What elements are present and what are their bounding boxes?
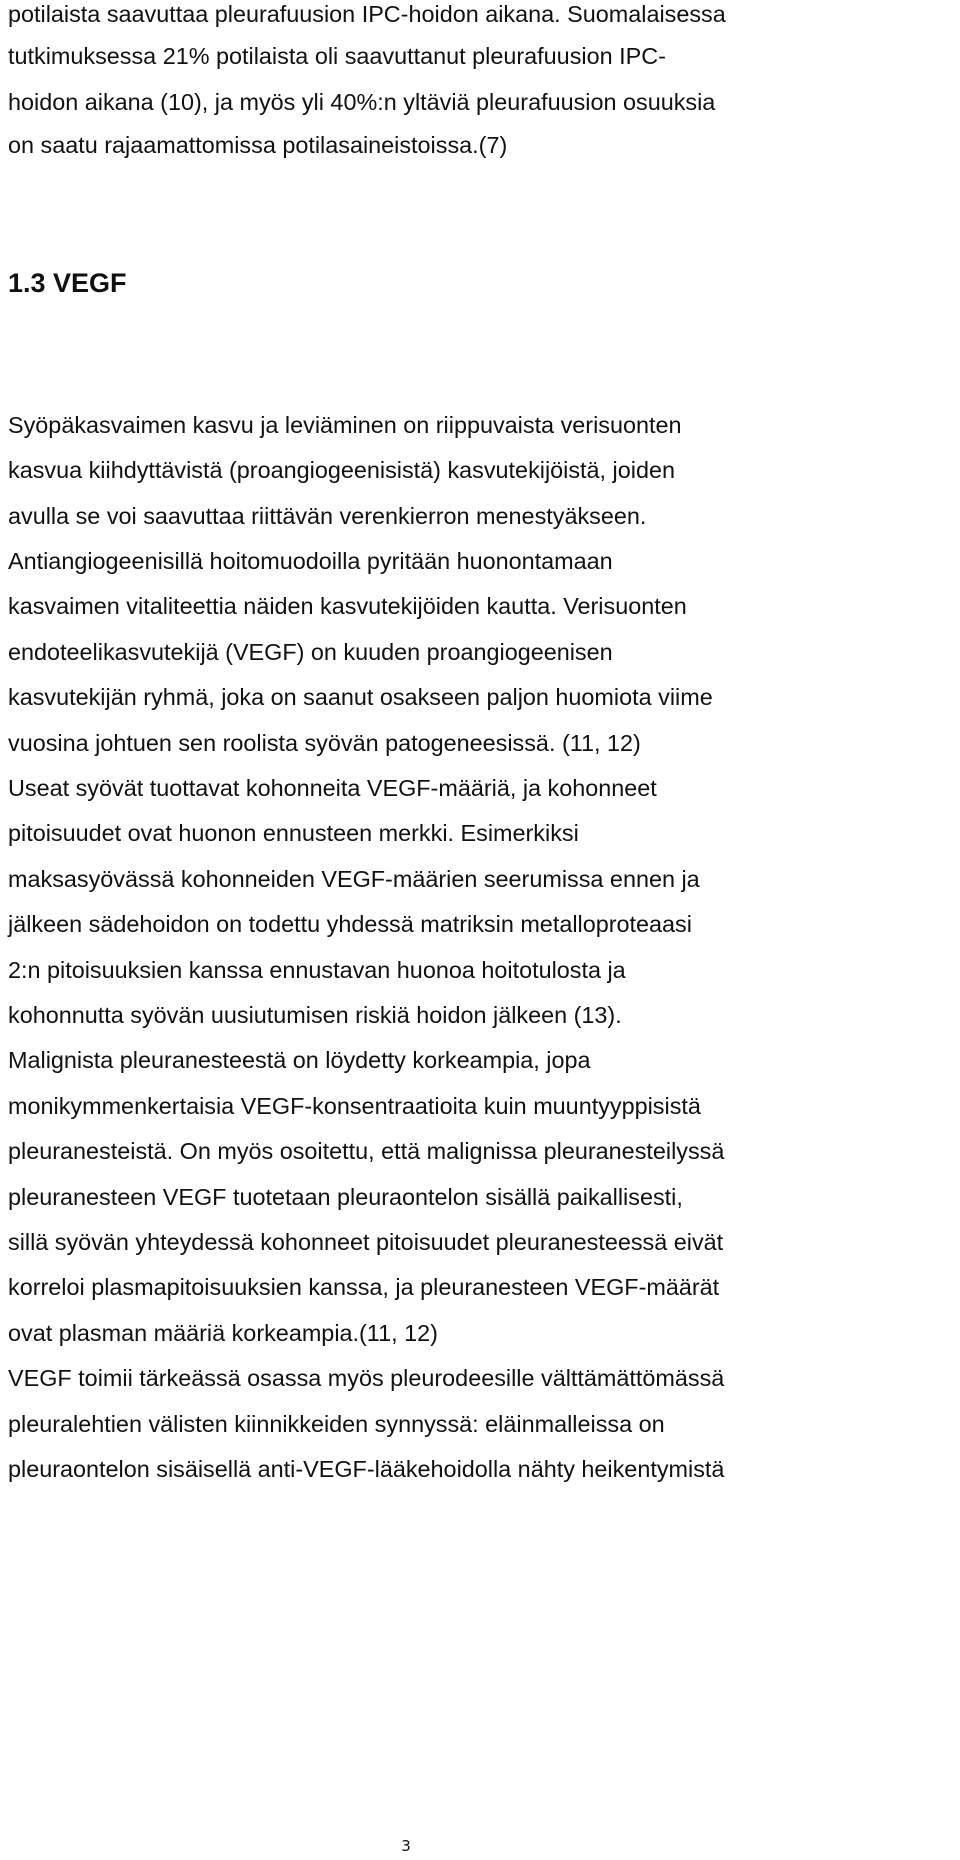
text-line: Useat syövät tuottavat kohonneita VEGF-määriä, ja kohonneet [8, 775, 657, 801]
text-line: pleuranesteen VEGF tuotetaan pleuraontelon sisällä paikallisesti, [8, 1184, 683, 1210]
text-line: Syöpäkasvaimen kasvu ja leviäminen on riippuvaista verisuonten [8, 412, 682, 438]
text-line: Antiangiogeenisillä hoitomuodoilla pyritään huonontamaan [8, 548, 613, 574]
page-number: 3 [401, 1837, 411, 1855]
text-line: avulla se voi saavuttaa riittävän verenkierron menestyäkseen. [8, 503, 647, 529]
text-line: potilaista saavuttaa pleurafuusion IPC-hoidon aikana. Suomalaisessa [8, 1, 726, 27]
text-line: kasvua kiihdyttävistä (proangiogeenisistä) kasvutekijöistä, joiden [8, 457, 675, 483]
text-line: sillä syövän yhteydessä kohonneet pitoisuudet pleuranesteessä eivät [8, 1229, 724, 1255]
text-line: vuosina johtuen sen roolista syövän patogeneesissä. (11, 12) [8, 730, 641, 756]
text-line: pleuraontelon sisäisellä anti-VEGF-lääkehoidolla nähty heikentymistä [8, 1456, 725, 1482]
text-line: 2:n pitoisuuksien kanssa ennustavan huonoa hoitotulosta ja [8, 957, 626, 983]
text-line: kohonnutta syövän uusiutumisen riskiä hoidon jälkeen (13). [8, 1002, 622, 1028]
text-line: korreloi plasmapitoisuuksien kanssa, ja pleuranesteen VEGF-määrät [8, 1274, 720, 1300]
text-line: jälkeen sädehoidon on todettu yhdessä matriksin metalloproteaasi [8, 911, 692, 937]
text-line: endoteelikasvutekijä (VEGF) on kuuden proangiogeenisen [8, 639, 613, 665]
text-line: tutkimuksessa 21% potilaista oli saavuttanut pleurafuusion IPC- [8, 43, 666, 69]
text-line: maksasyövässä kohonneiden VEGF-määrien seerumissa ennen ja [8, 866, 700, 892]
text-line: Malignista pleuranesteestä on löydetty korkeampia, jopa [8, 1047, 591, 1073]
text-line: pleuranesteistä. On myös osoitettu, että malignissa pleuranesteilyssä [8, 1138, 725, 1164]
text-line: on saatu rajaamattomissa potilasaineistoissa.(7) [8, 132, 508, 158]
text-line: pleuralehtien välisten kiinnikkeiden synnyssä: eläinmalleissa on [8, 1411, 665, 1437]
text-line: ovat plasman määriä korkeampia.(11, 12) [8, 1320, 438, 1346]
text-line: VEGF toimii tärkeässä osassa myös pleurodeesille välttämättömässä [8, 1365, 725, 1391]
text-line: kasvutekijän ryhmä, joka on saanut osakseen paljon huomiota viime [8, 684, 713, 710]
text-line: kasvaimen vitaliteettia näiden kasvutekijöiden kautta. Verisuonten [8, 593, 687, 619]
text-line: hoidon aikana (10), ja myös yli 40%:n yltäviä pleurafuusion osuuksia [8, 89, 716, 115]
text-line: pitoisuudet ovat huonon ennusteen merkki. Esimerkiksi [8, 820, 579, 846]
text-line: monikymmenkertaisia VEGF-konsentraatioita kuin muuntyyppisistä [8, 1093, 701, 1119]
section-heading: 1.3 VEGF [8, 268, 127, 298]
